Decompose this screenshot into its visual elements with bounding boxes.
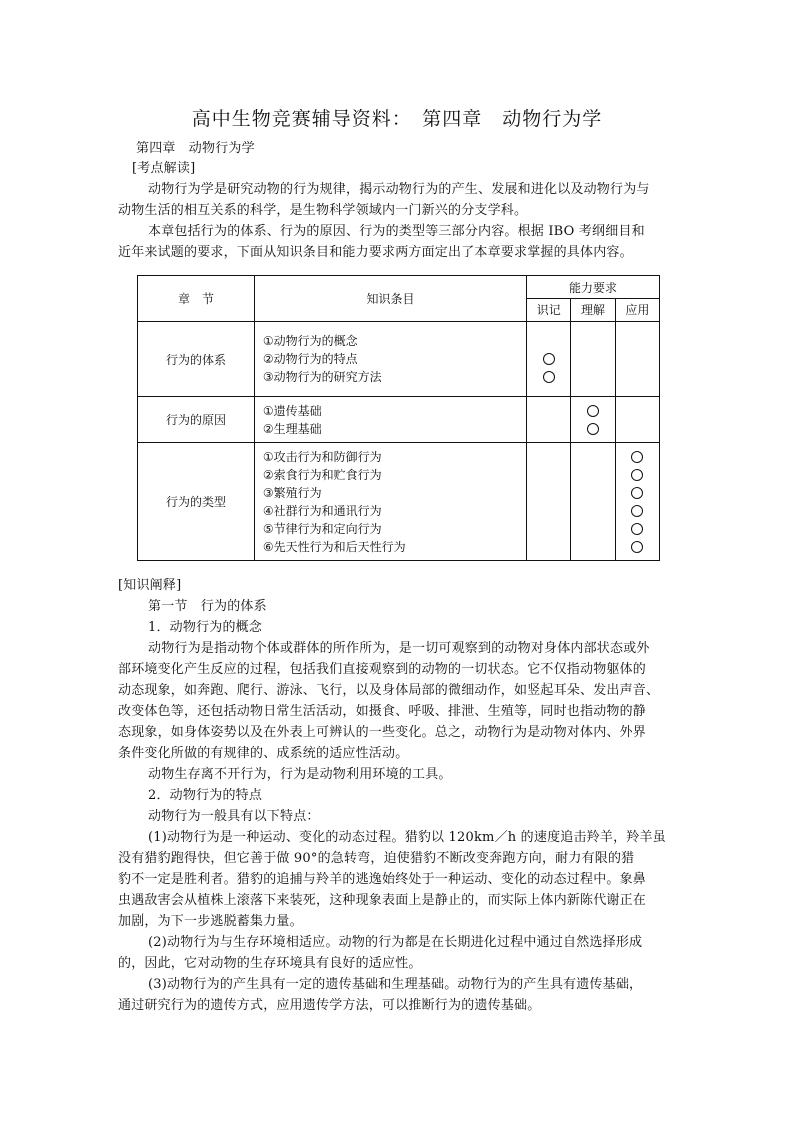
- intro-line: 动物行为学是研究动物的行为规律，揭示动物行为的产生、发展和进化以及动物行为与: [148, 182, 650, 197]
- para-line: 通过研究行为的遗传方式，应用遗传学方法，可以推断行为的遗传基础。: [118, 998, 541, 1013]
- para-line: 改变体色等，还包括动物日常生活活动，如摄食、呼吸、排泄、生殖等，同时也指动物的静: [118, 704, 647, 719]
- mark: [571, 402, 614, 420]
- mark-cell-understand: [571, 322, 615, 397]
- section-heading: 第一节 行为的体系: [148, 599, 267, 614]
- knowledge-item: ②动物行为的特点: [262, 352, 358, 366]
- para-line: 动物行为是指动物个体或群体的所作所为，是一切可观察到的动物对身体内部状态或外: [148, 641, 650, 656]
- knowledge-item: ③动物行为的研究方法: [262, 370, 382, 384]
- chapter-heading: 第四章 动物行为学: [136, 141, 255, 156]
- header-items: 知识条目: [254, 276, 526, 322]
- mark: [571, 420, 614, 438]
- header-col-recall: 识记: [527, 299, 571, 322]
- circle-mark-icon: [631, 487, 643, 499]
- para-line: 动态现象，如奔跑、爬行、游泳、飞行，以及身体局部的微细动作，如竖起耳朵、发出声音、: [118, 683, 660, 698]
- knowledge-item: ⑤节律行为和定向行为: [262, 521, 382, 536]
- knowledge-item: ②索食行为和贮食行为: [262, 467, 382, 482]
- knowledge-item: ⑥先天性行为和后天性行为: [262, 539, 406, 554]
- intro-line: 近年来试题的要求，下面从知识条目和能力要求两方面定出了本章要求掌握的具体内容。: [118, 245, 633, 260]
- para-line: 态现象，如身体姿势以及在外表上可辨认的一些变化。总之，动物行为是动物对体内、外界: [118, 725, 647, 740]
- circle-mark-icon: [631, 541, 643, 553]
- mark-cell-recall: [527, 397, 571, 443]
- knowledge-item: ②生理基础: [262, 421, 322, 436]
- mark-cell-recall: [527, 443, 571, 561]
- row-items: [254, 397, 526, 443]
- mark: [616, 466, 659, 484]
- circle-mark-icon: [631, 505, 643, 517]
- mark: [616, 520, 659, 538]
- circle-mark-icon: [543, 353, 555, 365]
- mark-cell-understand: [571, 397, 615, 443]
- mark: [616, 502, 659, 520]
- circle-mark-icon: [587, 405, 599, 417]
- requirements-table: [137, 275, 660, 561]
- para-line: 动物行为一般具有以下特点：: [148, 809, 320, 824]
- para-line: 虫遇敌害会从植株上滚落下来装死，这种现象表面上是静止的，而实际上体内新陈代谢正在: [118, 893, 647, 908]
- intro-line: 本章包括行为的体系、行为的原因、行为的类型等三部分内容。根据 IBO 考纲细目和: [148, 224, 645, 239]
- para-line: 加剧，为下一步逃脱蓄集力量。: [118, 914, 303, 929]
- row-chapter: 行为的体系: [138, 322, 255, 397]
- row-chapter: 行为的类型: [138, 443, 255, 561]
- para-line: (1)动物行为是一种运动、变化的动态过程。猎豹以 120km／h 的速度追击羚羊，羚羊虽: [148, 830, 666, 845]
- mark: [616, 538, 659, 556]
- page-title: 高中生物竞赛辅导资料： 第四章 动物行为学: [191, 108, 603, 130]
- mark: [527, 332, 570, 350]
- para-line: 条件变化所做的有规律的、成系统的适应性活动。: [118, 746, 409, 761]
- knowledge-item: ①攻击行为和防御行为: [262, 449, 382, 464]
- mark-cell-apply: [615, 322, 659, 397]
- para-line: 没有猎豹跑得快，但它善于做 90°的急转弯，迫使猎豹不断改变奔跑方向，耐力有限的猎: [118, 851, 635, 866]
- mark: [616, 448, 659, 466]
- header-ability: 能力要求: [527, 276, 660, 299]
- knowledge-item: ①动物行为的概念: [262, 334, 358, 348]
- circle-mark-icon: [631, 469, 643, 481]
- knowledge-item: ④社群行为和通讯行为: [262, 503, 382, 518]
- section-kaodian-label: [考点解读]: [132, 161, 196, 176]
- row-chapter: 行为的原因: [138, 397, 255, 443]
- circle-mark-icon: [543, 371, 555, 383]
- header-col-understand: 理解: [571, 299, 615, 322]
- section-zhishi-label: [知识阐释]: [118, 578, 182, 593]
- row-items: [254, 443, 526, 561]
- header-chapter: 章 节: [138, 276, 255, 322]
- mark: [527, 368, 570, 386]
- mark-cell-recall: [527, 322, 571, 397]
- circle-mark-icon: [631, 451, 643, 463]
- knowledge-item: ③繁殖行为: [262, 485, 322, 500]
- para-line: 的，因此，它对动物的生存环境具有良好的适应性。: [118, 956, 422, 971]
- mark-cell-apply: [615, 397, 659, 443]
- subsection-heading: 1．动物行为的概念: [148, 620, 263, 635]
- para-line: 部环境变化产生反应的过程，包括我们直接观察到的动物的一切状态。它不仅指动物躯体的: [118, 662, 647, 677]
- circle-mark-icon: [631, 523, 643, 535]
- knowledge-item: ①遗传基础: [262, 403, 322, 418]
- mark: [616, 484, 659, 502]
- para-line: (2)动物行为与生存环境相适应。动物的行为都是在长期进化过程中通过自然选择形成: [148, 935, 643, 950]
- para-line: (3)动物行为的产生具有一定的遗传基础和生理基础。动物行为的产生具有遗传基础，: [148, 977, 643, 992]
- mark-cell-apply: [615, 443, 659, 561]
- mark: [527, 350, 570, 368]
- mark-cell-understand: [571, 443, 615, 561]
- circle-mark-icon: [587, 423, 599, 435]
- header-col-apply: 应用: [615, 299, 659, 322]
- row-items: [254, 322, 526, 397]
- intro-line: 动物生活的相互关系的科学，是生物科学领域内一门新兴的分支学科。: [118, 203, 528, 218]
- subsection-heading: 2．动物行为的特点: [148, 788, 263, 803]
- para-line: 豹不一定是胜利者。猎豹的追捕与羚羊的逃逸始终处于一种运动、变化的动态过程中。象鼻: [118, 872, 647, 887]
- para-line: 动物生存离不开行为，行为是动物利用环境的工具。: [148, 767, 452, 782]
